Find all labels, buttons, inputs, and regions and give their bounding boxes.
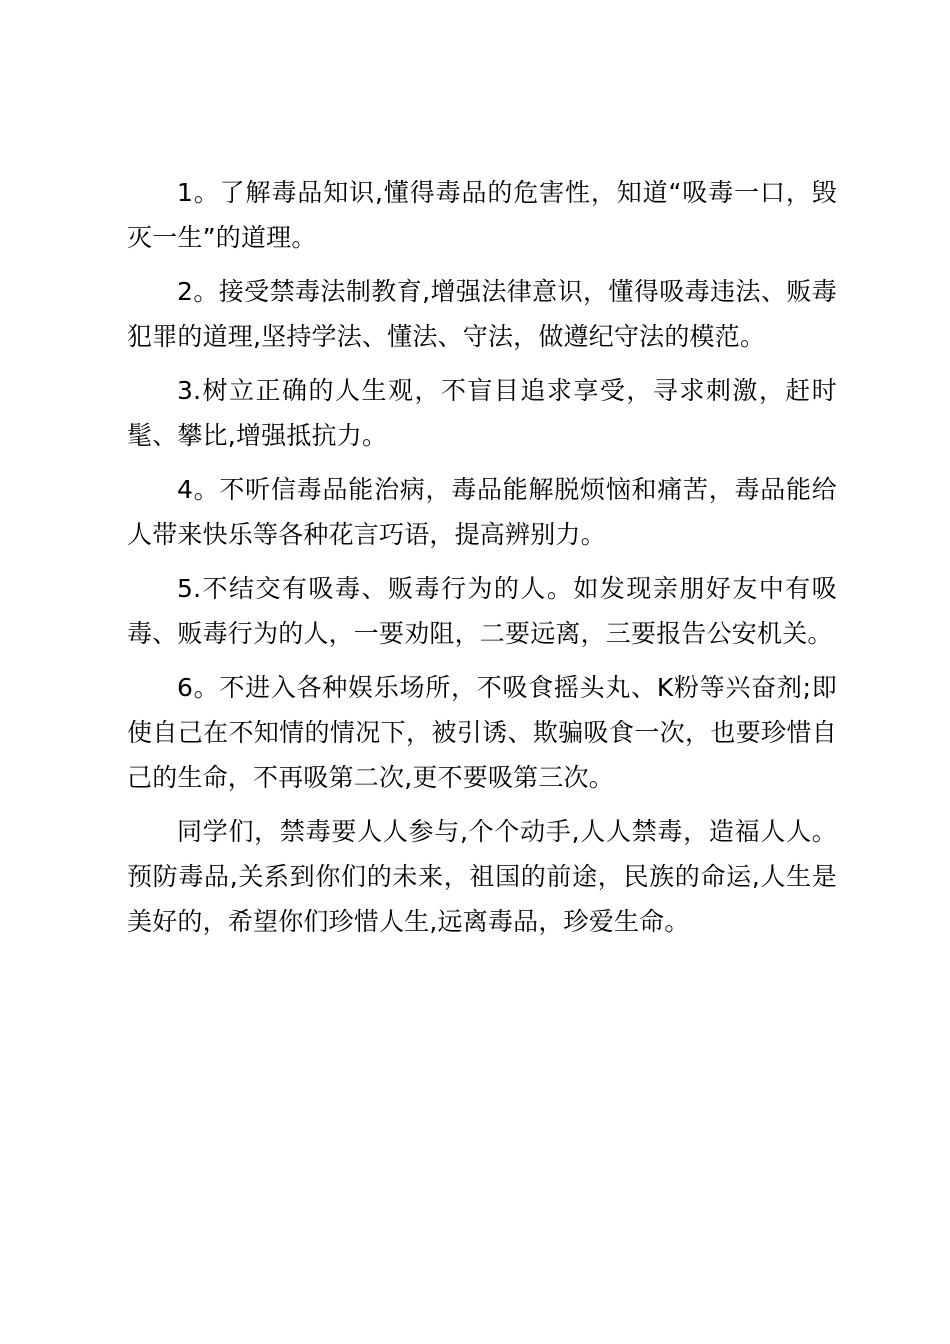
- paragraph-5: 5.不结交有吸毒、贩毒行为的人。如发现亲朋好友中有吸毒、贩毒行为的人，一要劝阻，二要远离，三要报告公安机关。: [127, 574, 837, 648]
- paragraph-6: 6。不进入各种娱乐场所，不吸食摇头丸、K粉等兴奋剂;即使自己在不知情的情况下，被引诱、欺骗吸食一次，也要珍惜自己的生命，不再吸第二次,更不要吸第三次。: [127, 673, 837, 792]
- document-body: [127, 170, 837, 953]
- paragraph-1: 1。了解毒品知识,懂得毒品的危害性，知道“吸毒一口，毁灭一生”的道理。: [127, 178, 837, 252]
- paragraph-2: 2。接受禁毒法制教育,增强法律意识，懂得吸毒违法、贩毒犯罪的道理,坚持学法、懂法、守法，做遵纪守法的模范。: [127, 277, 837, 351]
- paragraph-3: 3.树立正确的人生观，不盲目追求享受，寻求刺激，赶时髦、攀比,增强抵抗力。: [127, 376, 837, 450]
- paragraph-closing: 同学们，禁毒要人人参与,个个动手,人人禁毒，造福人人。预防毒品,关系到你们的未来，祖国的前途，民族的命运,人生是美好的，希望你们珍惜人生,远离毒品，珍爱生命。: [127, 817, 837, 936]
- paragraph-4: 4。不听信毒品能治病，毒品能解脱烦恼和痛苦，毒品能给人带来快乐等各种花言巧语，提高辨别力。: [127, 475, 837, 549]
